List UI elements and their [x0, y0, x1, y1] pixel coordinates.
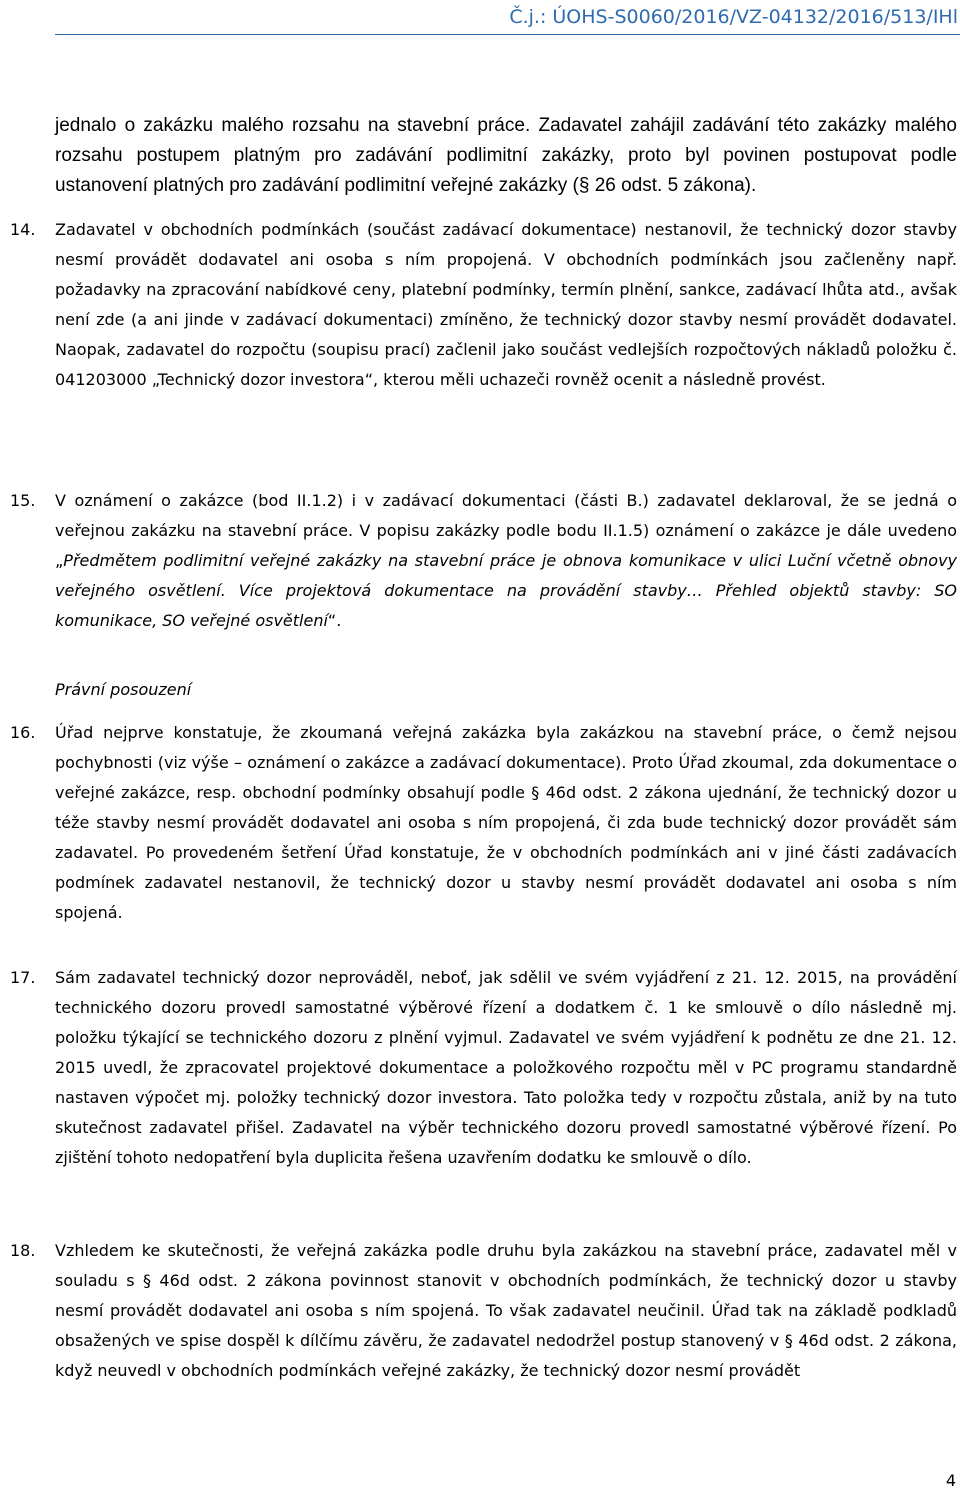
- paragraph-text: Sám zadavatel technický dozor neprováděl, neboť, jak sdělil ve svém vyjádření z 21. 12. 2015, na provádění technického dozoru provedl samostatné výběrové řízení a dodatkem č. 1 ke smlouvě o dílo následně mj. položku týkající se technického dozoru z plnění vyjmul. Zadavatel ve svém vyjádření k podnětu ze dne 21. 12. 2015 uvedl, že zpracovatel projektové dokumentace a položkového rozpočtu měl v PC programu standardně nastaven výpočet mj. položky technický dozor investora. Tato položka tedy v rozpočtu zůstala, aniž by na tuto skutečnost zadavatel přišel. Zadavatel na výběr technického dozoru provedl samostatné výběrové řízení. Po zjištění tohoto nedopatření byla duplicita řešena uzavřením dodatku ke smlouvě o dílo.: [55, 968, 957, 1167]
- paragraph-number: 15.: [10, 491, 36, 510]
- paragraph-text-plain: V oznámení o zakázce (bod II.1.2) i v zadávací dokumentaci (části B.) zadavatel deklaroval, že se jedná o veřejnou zakázku na stavební práce. V popisu zakázky podle bodu II.1.5) oznámení o zakázce je dále uvedeno „: [55, 491, 957, 570]
- paragraph-number: 17.: [10, 968, 36, 987]
- paragraph-text: Vzhledem ke skutečnosti, že veřejná zakázka podle druhu byla zakázkou na stavební práce, zadavatel měl v souladu s § 46d odst. 2 zákona povinnost stanovit v obchodních podmínkách, že technický dozor u stavby nesmí provádět dodavatel ani osoba s ním spojená. To však zadavatel neučinil. Úřad tak na základě podkladů obsažených ve spise dospěl k dílčímu závěru, že zadavatel nedodržel postup stanovený v § 46d odst. 2 zákona, když neuvedl v obchodních podmínkách veřejné zakázky, že technický dozor nesmí provádět: [55, 1241, 957, 1380]
- quoted-description: Předmětem podlimitní veřejné zakázky na stavební práce je obnova komunikace v ulici Luční včetně obnovy veřejného osvětlení. Více projektová dokumentace na provádění stavby… Přehled objektů stavby: SO komunikace, SO veřejné osvětlení: [55, 551, 957, 630]
- section-heading: Právní posouzení: [55, 680, 192, 699]
- paragraph-number: 16.: [10, 723, 36, 742]
- paragraph-text: Úřad nejprve konstatuje, že zkoumaná veřejná zakázka byla zakázkou na stavební práce, o čemž nejsou pochybnosti (viz výše – oznámení o zakázce a zadávací dokumentace). Proto Úřad zkoumal, zda dokumentace o veřejné zakázce, resp. obchodní podmínky obsahují podle § 46d odst. 2 zákona ujednání, že technický dozor u téže stavby nesmí provádět dodavatel ani osoba s ním propojená, či zda bude technický dozor provádět sám zadavatel. Po provedeném šetření Úřad konstatuje, že v obchodních podmínkách ani v jiné části zadávacích podmínek zadavatel nestanovil, že technický dozor u stavby nesmí provádět dodavatel ani osoba s ním spojená.: [55, 723, 957, 922]
- paragraph-number: 18.: [10, 1241, 36, 1260]
- continuation-paragraph: jednalo o zakázku malého rozsahu na stavební práce. Zadavatel zahájil zadávání této zakázky malého rozsahu postupem platným pro zadávání podlimitní zakázky, proto byl povinen postupovat podle ustanovení platných pro zadávání podlimitní veřejné zakázky (§ 26 odst. 5 zákona).: [55, 115, 957, 196]
- paragraph-text: [55, 486, 957, 636]
- case-reference: Č.j.: ÚOHS-S0060/2016/VZ-04132/2016/513/IHl: [509, 6, 958, 28]
- quote-close: “.: [327, 611, 342, 630]
- paragraph-number: 14.: [10, 220, 36, 239]
- page-number: 4: [945, 1471, 956, 1490]
- header-rule: [55, 34, 960, 35]
- paragraph-text: Zadavatel v obchodních podmínkách (součást zadávací dokumentace) nestanovil, že technický dozor stavby nesmí provádět dodavatel ani osoba s ním propojená. V obchodních podmínkách jsou začleněny např. požadavky na zpracování nabídkové ceny, platební podmínky, termín plnění, sankce, zadávací lhůta atd., avšak není zde (a ani jinde v zadávací dokumentaci) zmíněno, že technický dozor stavby nesmí provádět dodavatel. Naopak, zadavatel do rozpočtu (soupisu prací) začlenil jako součást vedlejších rozpočtových nákladů položku č. 041203000 „Technický dozor investora“, kterou měli uchazeči rovněž ocenit a následně provést.: [55, 220, 957, 389]
